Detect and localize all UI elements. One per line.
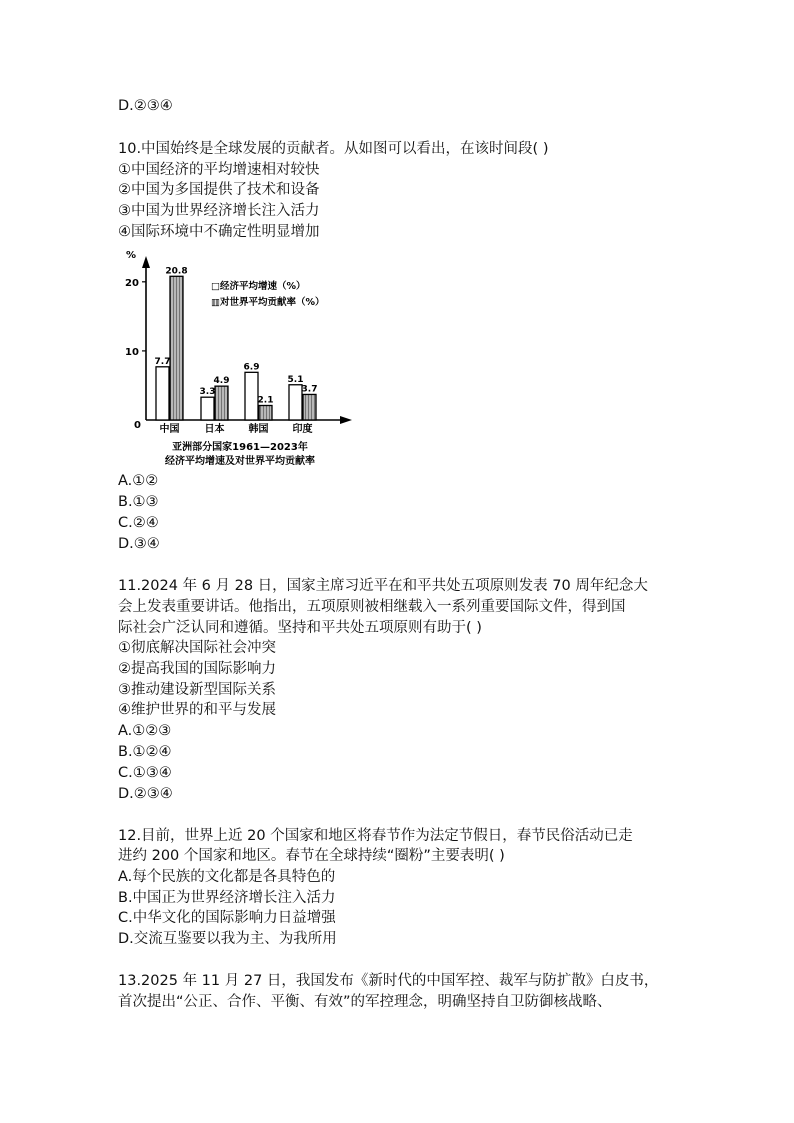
- bar: [215, 386, 228, 420]
- legend-item: □经济平均增速（%）: [211, 281, 306, 292]
- q12-stem-line-2: 进约 200 个国家和地区。春节在全球持续“圈粉”主要表明( ): [118, 848, 505, 864]
- x-tick-label: 中国: [159, 424, 180, 435]
- q11-stem-line-2: 会上发表重要讲话。他指出，五项原则被相继载入一系列重要国际文件，得到国: [118, 599, 626, 615]
- data-label: 7.7: [154, 356, 171, 367]
- q11-item-1: ①彻底解决国际社会冲突: [118, 640, 276, 656]
- data-label: 3.7: [301, 384, 318, 395]
- x-tick-label: 日本: [204, 424, 225, 435]
- q12-option-b: B.中国正为世界经济增长注入活力: [118, 890, 336, 906]
- option-d-prev: D.②③④: [118, 98, 173, 114]
- y-tick-label: 20: [125, 277, 139, 289]
- data-label: 6.9: [243, 362, 260, 373]
- chart-caption-line-1: 亚洲部分国家1961—2023年: [172, 442, 308, 453]
- q10-item-1: ①中国经济的平均增速相对较快: [118, 162, 320, 178]
- bar: [170, 276, 183, 420]
- data-label: 5.1: [287, 374, 304, 385]
- q11-item-3: ③推动建设新型国际关系: [118, 682, 276, 698]
- bar: [289, 385, 302, 420]
- data-label: 20.8: [165, 266, 188, 277]
- bar: [245, 372, 258, 420]
- y-tick-label: 0: [134, 420, 141, 431]
- data-label: 3.3: [199, 387, 216, 398]
- q11-stem-line-1: 11.2024 年 6 月 28 日，国家主席习近平在和平共处五项原则发表 70 周年纪念大: [118, 578, 648, 594]
- legend-item: ▥对世界平均贡献率（%）: [211, 297, 325, 308]
- q10-stem: 10.中国始终是全球发展的贡献者。从如图可以看出，在该时间段( ): [118, 141, 549, 157]
- q10-option-c: C.②④: [118, 515, 159, 531]
- q11-option-b: B.①②④: [118, 744, 172, 760]
- chart-caption-line-2: 经济平均增速及对世界平均贡献率: [165, 456, 315, 467]
- q11-item-2: ②提高我国的国际影响力: [118, 661, 276, 677]
- q10-item-4: ④国际环境中不确定性明显增加: [118, 224, 320, 240]
- x-tick-label: 韩国: [248, 424, 269, 435]
- bar: [259, 405, 272, 420]
- q11-option-d: D.②③④: [118, 786, 173, 802]
- q11-item-4: ④维护世界的和平与发展: [118, 702, 276, 718]
- x-tick-label: 印度: [292, 424, 313, 435]
- q12-option-c: C.中华文化的国际影响力日益增强: [118, 910, 336, 926]
- y-axis-arrow: [142, 256, 150, 268]
- q12-stem-line-1: 12.目前，世界上近 20 个国家和地区将春节作为法定节假日，春节民俗活动已走: [118, 828, 633, 844]
- q11-stem-line-3: 际社会广泛认同和遵循。坚持和平共处五项原则有助于( ): [118, 620, 482, 636]
- bar: [201, 397, 214, 420]
- q10-item-3: ③中国为世界经济增长注入活力: [118, 203, 320, 219]
- q10-option-d: D.③④: [118, 536, 160, 552]
- data-label: 2.1: [257, 395, 274, 406]
- q11-option-a: A.①②③: [118, 723, 172, 739]
- q13-stem-line-1: 13.2025 年 11 月 27 日，我国发布《新时代的中国军控、裁军与防扩散》白皮书，: [118, 973, 659, 989]
- bar-chart: [118, 246, 358, 468]
- q11-option-c: C.①③④: [118, 765, 172, 781]
- q10-option-a: A.①②: [118, 473, 159, 489]
- q12-option-a: A.每个民族的文化都是各具特色的: [118, 869, 336, 885]
- data-label: 4.9: [213, 376, 230, 387]
- x-axis-arrow: [340, 416, 352, 424]
- q10-option-b: B.①③: [118, 494, 159, 510]
- bar: [303, 394, 316, 420]
- q10-item-2: ②中国为多国提供了技术和设备: [118, 182, 320, 198]
- q13-stem-line-2: 首次提出“公正、合作、平衡、有效”的军控理念，明确坚持自卫防御核战略、: [118, 994, 612, 1010]
- bar: [156, 367, 169, 420]
- q12-option-d: D.交流互鉴要以我为主、为我所用: [118, 931, 337, 947]
- y-tick-label: 10: [125, 346, 139, 358]
- y-axis-unit: %: [126, 250, 137, 261]
